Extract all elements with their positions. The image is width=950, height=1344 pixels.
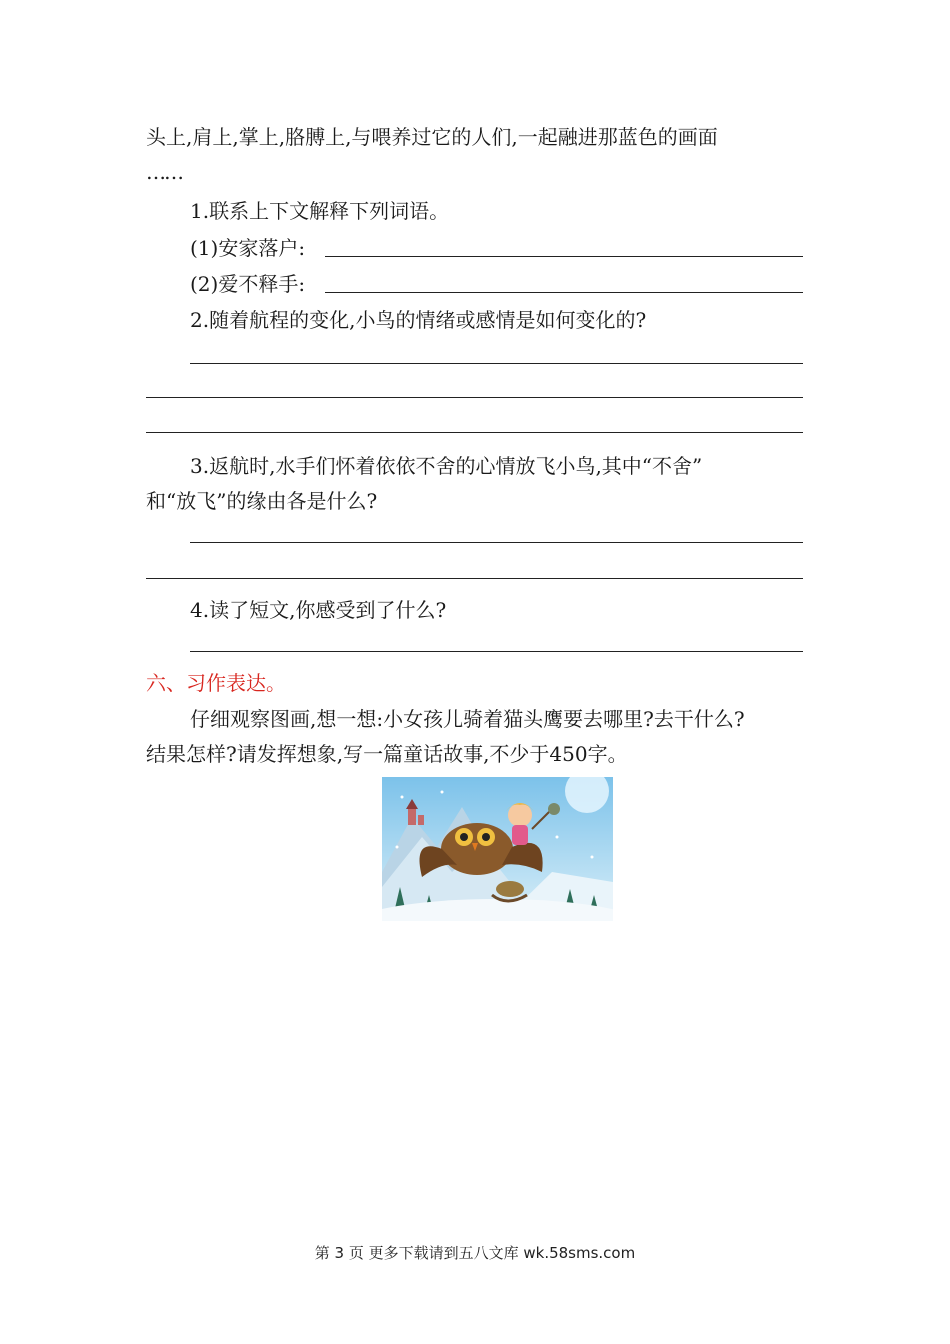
section-6-line-2: 结果怎样?请发挥想象,写一篇童话故事,不少于450字。 (146, 742, 628, 766)
question-3-line-1: 3.返航时,水手们怀着依依不舍的心情放飞小鸟,其中“不舍” (190, 454, 703, 478)
passage-line-1: 头上,肩上,掌上,胳膊上,与喂养过它的人们,一起融进那蓝色的画面 (146, 125, 718, 149)
answer-line[interactable] (190, 542, 803, 543)
question-1-item-2: (2)爱不释手: (190, 272, 306, 296)
answer-line[interactable] (146, 432, 803, 433)
answer-line[interactable] (190, 363, 803, 364)
answer-line[interactable] (325, 292, 803, 293)
section-6-line-1: 仔细观察图画,想一想:小女孩儿骑着猫头鹰要去哪里?去干什么? (190, 707, 745, 731)
question-4-title: 4.读了短文,你感受到了什么? (190, 598, 447, 622)
answer-line[interactable] (146, 578, 803, 579)
answer-line[interactable] (325, 256, 803, 257)
question-3-line-2: 和“放飞”的缘由各是什么? (146, 489, 378, 513)
question-1-title: 1.联系上下文解释下列词语。 (190, 199, 450, 223)
question-1-item-1: (1)安家落户: (190, 236, 306, 260)
section-6-heading: 六、习作表达。 (146, 671, 286, 695)
answer-line[interactable] (190, 651, 803, 652)
question-2-title: 2.随着航程的变化,小鸟的情绪或感情是如何变化的? (190, 308, 647, 332)
answer-line[interactable] (146, 397, 803, 398)
page-footer: 第 3 页 更多下载请到五八文库 wk.58sms.com (314, 1244, 636, 1262)
owl-girl-illustration-icon (382, 777, 613, 921)
passage-line-2: …… (146, 160, 182, 184)
